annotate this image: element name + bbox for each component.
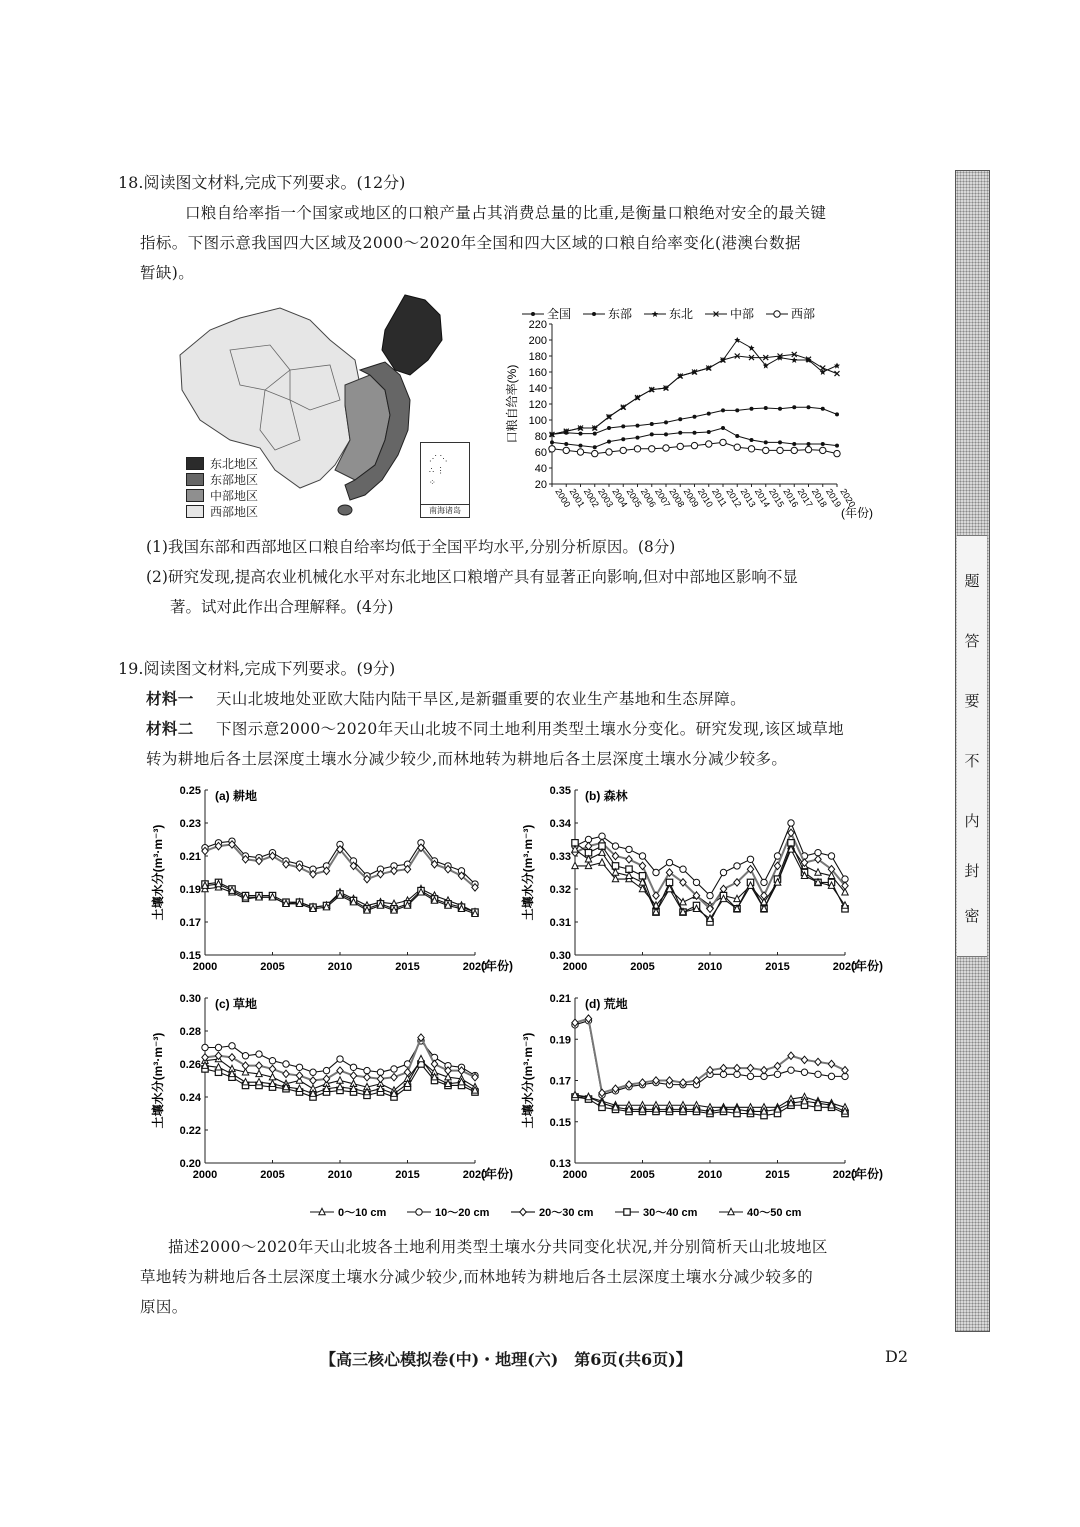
a-xtick-label-0: 2000 [192,961,218,973]
q18-intro-line1: 口粮自给率指一个国家或地区的口粮产量占其消费总量的比重,是衡量口粮绝对安全的最关键 [185,204,827,222]
grain-xtick-label-17: 2017 [795,486,815,510]
grain-series-4-point-20 [834,450,840,456]
c-series-1-point-11 [350,1064,356,1070]
grain-legend-label-1: 东部 [608,307,633,321]
grain-series-1-point-12 [721,426,725,430]
seal-char-7: 密 [964,907,980,925]
b-ytick-label-4: 0.34 [549,818,571,830]
c-series-1-point-2 [229,1043,235,1049]
grain-series-3-point-20 [835,371,840,376]
d-series-1-point-13 [747,1073,753,1079]
c-ytick-label-4: 0.28 [179,1026,201,1038]
a-ytick-label-1: 0.17 [179,917,201,929]
grain-series-1-point-10 [693,431,697,435]
seal-char-1: 题 [964,572,980,590]
q19-material1-label: 材料一 [146,689,194,708]
d-xtick-label-3: 2015 [765,1169,790,1181]
grain-series-1-point-16 [778,440,782,444]
b-series-1-point-14 [761,879,767,885]
grain-xtick-label-4: 2004 [610,486,630,510]
d-series-2-point-13 [747,1064,753,1071]
a-ytick-label-4: 0.23 [179,818,201,830]
a-ytick-label-2: 0.19 [179,884,201,896]
d-xtick-label-0: 2000 [562,1169,588,1181]
d-series-1-point-15 [774,1071,780,1077]
legend-central-label: 中部地区 [210,488,259,503]
a-xlabel: (年份) [481,959,513,973]
depth-legend-label-4: 40～50 cm [747,1207,802,1219]
legend-west [186,503,258,519]
grain-series-0-point-13 [735,408,739,412]
b-series-1-point-4 [626,846,632,852]
grain-series-1-point-4 [607,440,611,444]
b-series-1-point-7 [666,859,672,865]
grain-xtick-label-1: 2001 [567,486,587,510]
a-xtick-label-1: 2005 [260,961,285,973]
swatch-west [186,505,204,518]
grain-series-4-point-11 [706,441,712,447]
grain-series-4-point-19 [820,447,826,453]
d-ytick-label-3: 0.19 [549,1034,571,1047]
legend-west-label: 西部地区 [210,504,259,519]
seal-char-2: 答 [964,632,980,650]
depth-legend-marker-2 [520,1208,526,1215]
grain-series-1-point-5 [621,437,625,441]
c-series-1-point-1 [215,1044,221,1050]
b-ylabel: 土壤水分(m³·m⁻³) [521,824,535,921]
d-series-2-point-18 [815,1058,821,1065]
c-series-2-point-13 [377,1075,383,1082]
grain-xtick-label-11: 2011 [710,486,729,509]
swatch-central [186,489,204,502]
b-series-1-point-13 [747,856,753,862]
grain-xtick-label-9: 2009 [681,486,701,510]
grain-series-0-point-3 [593,432,597,436]
grain-xtick-label-16: 2016 [781,486,801,510]
grain-series-0-point-9 [678,417,682,421]
a-ylabel: 土壤水分(m³·m⁻³) [151,824,165,921]
q18-intro-line3: 暂缺)。 [140,264,195,282]
seal-char-3: 要 [964,692,980,710]
seal-char-5: 内 [964,812,980,830]
grain-xtick-label-8: 2008 [667,486,687,510]
grain-xtick-label-6: 2006 [638,486,658,510]
grain-series-0-point-15 [764,406,768,410]
d-series-1-point-18 [815,1071,821,1077]
b-series-1-point-16 [788,820,794,826]
c-title: (c) 草地 [215,997,258,1011]
grain-series-0-point-14 [750,407,754,411]
grain-legend-label-4: 西部 [791,307,816,321]
a-ytick-label-5: 0.25 [179,785,201,797]
swatch-northeast [186,457,204,470]
c-ytick-label-1: 0.22 [179,1125,201,1137]
grain-ytick-label-5: 120 [528,399,547,411]
c-xtick-label-3: 2015 [395,1169,420,1181]
d-ylabel: 土壤水分(m³·m⁻³) [521,1032,535,1129]
swatch-east [186,473,204,486]
a-ytick-label-0: 0.15 [179,950,201,962]
q19-material2-label: 材料二 [146,719,194,738]
grain-series-0-point-2 [579,432,583,436]
d-ytick-label-2: 0.17 [549,1075,571,1088]
b-series-1-point-5 [639,853,645,859]
d-title: (d) 荒地 [585,997,628,1011]
c-series-1-point-14 [391,1066,397,1072]
grain-series-0-point-18 [807,405,811,409]
d-series-2-point-17 [801,1056,807,1063]
q19-task-line3: 原因。 [140,1298,188,1316]
d-series-2-point-11 [720,1064,726,1071]
grain-xtick-label-3: 2003 [596,486,616,510]
grain-xtick-label-10: 2010 [695,486,715,510]
depth-legend-marker-3 [624,1209,630,1215]
c-series-2-point-11 [350,1072,356,1079]
d-series-2-point-12 [734,1064,740,1071]
c-series-1-point-6 [283,1061,289,1067]
q19-material2-text2: 转为耕地后各土层深度土壤水分减少较少,而林地转为耕地后各土层深度土壤水分减少较多。 [146,750,788,768]
grain-xtick-label-0: 2000 [553,486,573,510]
depth-legend-label-3: 30～40 cm [643,1207,698,1219]
grain-series-1-point-15 [764,440,768,444]
grain-series-0-point-8 [664,420,668,424]
depth-legend-label-1: 10～20 cm [435,1207,490,1219]
a-title: (a) 耕地 [215,789,258,803]
grain-xtick-label-5: 2005 [624,486,644,510]
soil-chart-grassland [150,988,513,1193]
grain-series-4-point-18 [805,446,811,452]
a-xtick-label-3: 2015 [395,961,420,973]
grain-xtick-label-13: 2013 [738,486,758,510]
b-series-1-point-10 [707,892,713,898]
grain-xlabel: (年份) [841,506,873,520]
b-xtick-label-4: 2020 [832,961,858,973]
grain-series-0-point-6 [636,424,640,428]
grain-ytick-label-6: 140 [528,383,547,395]
a-xtick-label-2: 2010 [327,961,353,973]
soil-chart-cropland [150,780,513,985]
grain-series-1-point-1 [564,442,568,446]
grain-series-1-point-13 [735,434,739,438]
grain-series-0-point-10 [693,415,697,419]
china-region-map [170,290,500,525]
d-ytick-label-1: 0.15 [549,1116,571,1129]
grain-xtick-label-18: 2018 [809,486,829,510]
grain-ytick-label-4: 100 [528,415,547,427]
grain-series-4-point-14 [748,446,754,452]
grain-ytick-label-9: 200 [528,335,547,347]
grain-series-0-point-19 [821,407,825,411]
grain-series-4-point-17 [791,447,797,453]
grain-series-1-point-19 [821,442,825,446]
b-series-1-point-8 [680,866,686,872]
soil-chart-barren [520,988,900,1193]
grain-series-2-point-20 [834,363,840,369]
grain-ytick-label-8: 180 [528,351,547,363]
q19-material1-text: 天山北坡地处亚欧大陆内陆干旱区,是新疆重要的农业生产基地和生态屏障。 [216,690,747,708]
d-xtick-label-4: 2020 [832,1169,858,1181]
map-inset-islands: ⋰ ⋱ ∴ ⋮ ⁘ [429,454,448,487]
grain-legend-marker-4 [774,311,780,317]
footer-code: D2 [885,1347,909,1366]
grain-series-4-point-16 [777,447,783,453]
grain-series-0-point-20 [835,412,839,416]
b-xtick-label-1: 2005 [630,961,655,973]
c-series-2-point-10 [337,1067,343,1074]
grain-series-0-point-12 [721,408,725,412]
c-xtick-label-2: 2010 [327,1169,353,1181]
map-legend [186,455,258,519]
grain-series-4-point-1 [563,447,569,453]
grain-xtick-label-12: 2012 [724,486,744,510]
c-ytick-label-5: 0.30 [179,993,201,1005]
grain-series-4-point-4 [606,449,612,455]
grain-series-1-point-17 [792,442,796,446]
c-xlabel: (年份) [481,1167,513,1181]
d-ytick-label-0: 0.13 [549,1158,571,1170]
grain-series-4-point-8 [663,445,669,451]
grain-ytick-label-1: 40 [534,463,547,475]
c-series-1-point-8 [310,1069,316,1075]
b-series-1-point-6 [653,869,659,875]
grain-legend-label-3: 中部 [730,307,755,321]
c-series-1-point-7 [296,1064,302,1070]
c-series-2-point-1 [215,1052,221,1059]
b-title: (b) 森林 [585,789,628,803]
grain-ytick-label-2: 60 [534,447,547,459]
b-series-1-point-3 [612,843,618,849]
legend-east [186,471,258,487]
grain-series-4-point-7 [649,446,655,452]
grain-series-0-line [552,407,837,434]
q19-task-line1: 描述2000～2020年天山北坡各土地利用类型土壤水分共同变化状况,并分别简析天山北坡地区 [168,1238,828,1256]
grain-series-1-point-2 [579,444,583,448]
depth-legend-label-0: 0～10 cm [338,1207,387,1219]
c-series-1-point-3 [242,1053,248,1059]
b-series-1-point-9 [693,879,699,885]
grain-series-4-point-13 [734,444,740,450]
legend-central [186,487,258,503]
grain-ytick-label-10: 220 [528,319,547,331]
depth-legend [300,1200,802,1224]
c-series-4-point-16 [418,1055,424,1061]
grain-series-1-point-8 [664,432,668,436]
d-xtick-label-2: 2010 [697,1169,723,1181]
seal-char-6: 封 [964,862,980,880]
footer-title: 【高三核心模拟卷(中)・地理(六) 第6页(共6页)】 [320,1350,692,1369]
b-series-1-point-11 [720,869,726,875]
grain-xtick-label-2: 2002 [581,486,601,510]
c-series-2-point-7 [296,1072,302,1079]
grain-series-0-point-16 [778,407,782,411]
c-ytick-label-3: 0.26 [179,1059,201,1071]
b-ytick-label-1: 0.31 [549,917,571,929]
grain-series-1-point-6 [636,436,640,440]
b-xlabel: (年份) [851,959,883,973]
b-series-1-point-12 [734,863,740,869]
c-ytick-label-0: 0.20 [179,1158,201,1170]
d-xlabel: (年份) [851,1167,883,1181]
c-xtick-label-4: 2020 [462,1169,488,1181]
grain-xtick-label-19: 2019 [824,486,844,510]
grain-series-1-point-0 [550,440,554,444]
grain-series-0-point-7 [650,422,654,426]
q19-title: 19.阅读图文材料,完成下列要求。(9分) [118,659,396,678]
map-northeast-region [382,295,442,375]
b-ytick-label-3: 0.33 [549,851,571,863]
b-xtick-label-0: 2000 [562,961,588,973]
soil-chart-forest [520,780,900,985]
grain-series-1-point-14 [750,438,754,442]
d-series-2-point-20 [842,1066,848,1073]
grain-series-4-point-5 [620,447,626,453]
c-series-1-point-0 [202,1044,208,1050]
d-series-1-point-19 [828,1073,834,1079]
b-series-2-point-4 [626,856,632,863]
grain-xtick-label-20: 2020 [838,486,858,510]
c-series-2-point-9 [323,1075,329,1082]
grain-series-1-point-7 [650,432,654,436]
grain-series-4-point-2 [577,449,583,455]
d-xtick-label-1: 2005 [630,1169,655,1181]
grain-ytick-label-7: 160 [528,367,547,379]
depth-legend-label-2: 20～30 cm [539,1207,594,1219]
grain-series-4-point-15 [763,447,769,453]
grain-series-3-line [552,354,837,434]
b-series-2-point-1 [585,842,591,849]
b-ytick-label-5: 0.35 [549,785,571,797]
grain-legend-marker-1 [592,312,596,316]
c-series-2-point-6 [283,1070,289,1077]
seal-char-4: 不 [964,752,980,770]
a-ytick-label-3: 0.21 [179,851,201,863]
grain-legend-label-2: 东北 [669,307,694,321]
c-series-2-point-2 [229,1054,235,1061]
d-ytick-label-4: 0.21 [549,993,571,1005]
b-ytick-label-2: 0.32 [549,884,571,896]
c-series-1-point-10 [337,1056,343,1062]
grain-legend-marker-0 [531,312,535,316]
c-series-0-point-10 [337,1077,343,1083]
grain-ylabel: 口粮自给率(%) [505,364,519,444]
grain-series-4-point-10 [691,442,697,448]
d-series-1-point-16 [788,1067,794,1073]
legend-east-label: 东部地区 [210,472,259,487]
grain-series-0-point-17 [792,405,796,409]
c-series-2-point-3 [242,1062,248,1069]
d-series-2-point-14 [761,1066,767,1073]
legend-northeast [186,455,258,471]
map-inset-label: 南海诸岛 [421,504,469,516]
grain-series-1-point-3 [593,445,597,449]
grain-xtick-label-15: 2015 [767,486,787,510]
grain-series-1-point-18 [807,442,811,446]
grain-series-4-point-3 [592,450,598,456]
grain-xtick-label-7: 2007 [653,486,673,510]
b-ytick-label-0: 0.30 [549,950,571,962]
c-series-2-point-14 [391,1074,397,1081]
q18-sub1: (1)我国东部和西部地区口粮自给率均低于全国平均水平,分别分析原因。(8分) [146,538,676,556]
q18-title: 18.阅读图文材料,完成下列要求。(12分) [118,173,406,192]
d-series-2-point-19 [828,1060,834,1067]
c-xtick-label-1: 2005 [260,1169,285,1181]
grain-legend-label-0: 全国 [547,307,572,321]
grain-ytick-label-3: 80 [534,431,547,443]
c-series-1-point-5 [269,1058,275,1064]
a-xtick-label-4: 2020 [462,961,488,973]
grain-series-0-point-5 [621,424,625,428]
c-series-2-point-4 [256,1062,262,1069]
depth-legend-marker-1 [416,1209,422,1215]
grain-series-4-point-6 [634,446,640,452]
grain-self-sufficiency-chart [500,302,873,527]
q19-task-line2: 草地转为耕地后各土层深度土壤水分减少较少,而林地转为耕地后各土层深度土壤水分减少较多的 [140,1268,814,1286]
q18-sub2-line1: (2)研究发现,提高农业机械化水平对东北地区口粮增产具有显著正向影响,但对中部地区影响不显 [146,568,798,586]
legend-northeast-label: 东北地区 [210,456,259,471]
grain-series-4-point-12 [720,439,726,445]
grain-series-1-point-9 [678,431,682,435]
c-series-1-point-9 [323,1067,329,1073]
grain-series-0-point-4 [607,426,611,430]
grain-xtick-label-14: 2014 [752,486,772,510]
c-series-2-point-12 [364,1074,370,1081]
b-series-0-point-2 [599,859,605,865]
grain-series-4-point-0 [549,446,555,452]
grain-series-1-point-11 [707,430,711,434]
c-series-1-point-4 [256,1051,262,1057]
grain-series-4-point-9 [677,443,683,449]
c-series-2-point-5 [269,1065,275,1072]
q18-sub2-line2: 著。试对此作出合理解释。(4分) [170,598,394,616]
q18-intro-line2: 指标。下图示意我国四大区域及2000～2020年全国和四大区域的口粮自给率变化(港澳台数据 [140,234,801,252]
seal-box [957,535,987,957]
b-xtick-label-3: 2015 [765,961,790,973]
b-xtick-label-2: 2010 [697,961,723,973]
grain-ytick-label-0: 20 [534,479,547,491]
c-series-2-point-8 [310,1077,316,1084]
c-ylabel: 土壤水分(m³·m⁻³) [151,1032,165,1129]
c-ytick-label-2: 0.24 [179,1092,201,1104]
d-series-1-point-17 [801,1069,807,1075]
b-series-1-point-19 [828,853,834,859]
grain-series-1-point-20 [835,444,839,448]
map-inset-south-china-sea [420,442,470,518]
grain-series-0-point-11 [707,412,711,416]
q19-material2-text1: 下图示意2000～2020年天山北坡不同土地利用类型土壤水分变化。研究发现,该区域草地 [216,720,845,738]
c-series-2-point-15 [404,1069,410,1076]
c-xtick-label-0: 2000 [192,1169,218,1181]
